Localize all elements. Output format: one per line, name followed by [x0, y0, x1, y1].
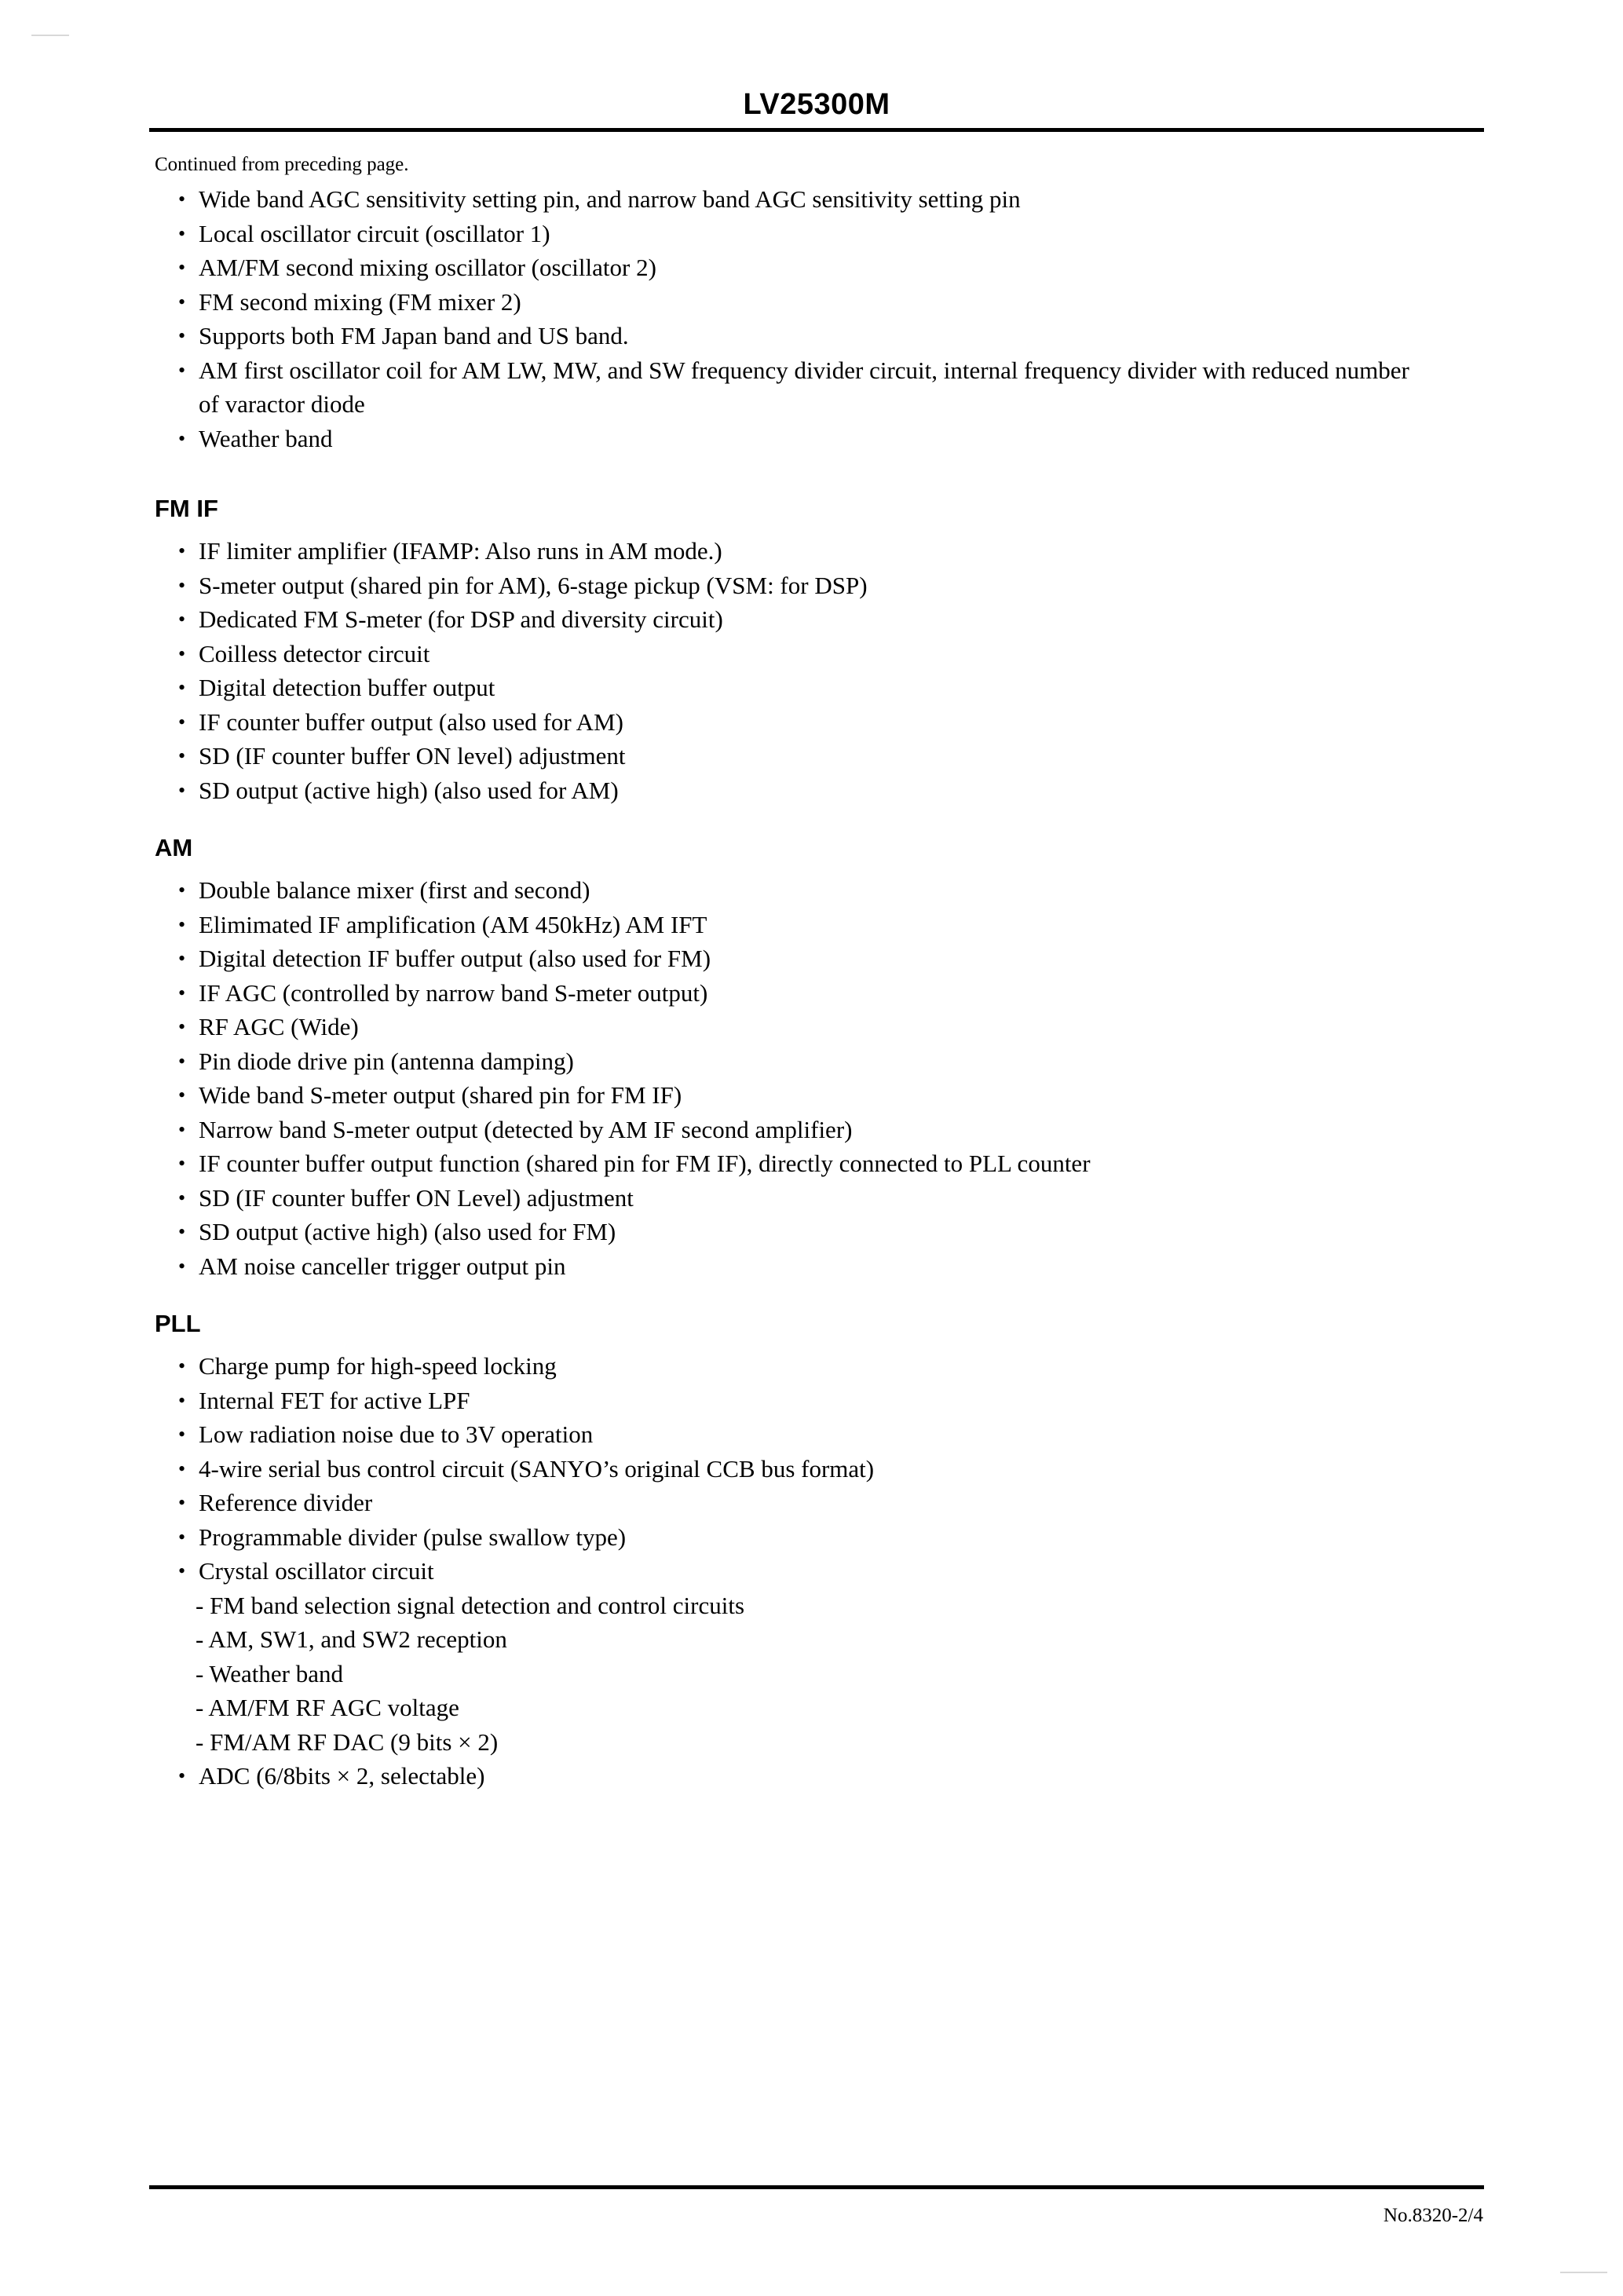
list-item: • Reference divider	[155, 1486, 1482, 1520]
list-item: • Elimimated IF amplification (AM 450kHz) AM IFT	[155, 908, 1482, 942]
list-item: • Low radiation noise due to 3V operation	[155, 1417, 1482, 1452]
list-item: • Wide band S-meter output (shared pin for FM IF)	[155, 1078, 1482, 1113]
list-item: • IF AGC (controlled by narrow band S-meter output)	[155, 976, 1482, 1011]
bullet-icon: •	[178, 426, 186, 450]
bullet-icon: •	[178, 1186, 186, 1209]
list-item: • Charge pump for high-speed locking	[155, 1349, 1482, 1384]
list-item: • S-meter output (shared pin for AM), 6-stage pickup (VSM: for DSP)	[155, 569, 1482, 603]
list-item: • Pin diode drive pin (antenna damping)	[155, 1044, 1482, 1079]
fm-if-list	[155, 534, 1482, 807]
list-item: • AM/FM second mixing oscillator (oscillator 2)	[155, 250, 1482, 285]
bullet-icon: •	[178, 947, 186, 970]
list-item: • Supports both FM Japan band and US band.	[155, 319, 1482, 353]
list-item: • Weather band	[155, 422, 1482, 456]
list-item: • Double balance mixer (first and second)	[155, 873, 1482, 908]
bullet-icon: •	[178, 710, 186, 733]
bullet-icon: •	[178, 608, 186, 631]
list-item: • AM first oscillator coil for AM LW, MW, and SW frequency divider circuit, internal frequency divider with reduced number of varactor diode	[155, 353, 1482, 422]
list-item: • Local oscillator circuit (oscillator 1)	[155, 217, 1482, 251]
bullet-icon: •	[178, 912, 186, 936]
list-item: • Narrow band S-meter output (detected by AM IF second amplifier)	[155, 1113, 1482, 1147]
bullet-icon: •	[178, 1152, 186, 1175]
bullet-icon: •	[178, 1457, 186, 1480]
scan-mark	[31, 35, 69, 36]
bullet-icon: •	[178, 1525, 186, 1548]
list-item: • Digital detection IF buffer output (also used for FM)	[155, 941, 1482, 976]
list-item: • SD (IF counter buffer ON Level) adjustment	[155, 1181, 1482, 1216]
list-item: • Internal FET for active LPF	[155, 1384, 1482, 1418]
bullet-icon: •	[178, 981, 186, 1004]
sub-list-item: - AM/FM RF AGC voltage	[196, 1694, 459, 1721]
list-item: • ADC (6/8bits × 2, selectable)	[155, 1759, 1482, 1793]
intro-list	[155, 182, 1482, 455]
bullet-icon: •	[178, 1559, 186, 1582]
list-item: • Wide band AGC sensitivity setting pin, and narrow band AGC sensitivity setting pin	[155, 182, 1482, 217]
list-item: • Digital detection buffer output	[155, 671, 1482, 705]
bullet-icon: •	[178, 573, 186, 597]
continued-note: Continued from preceding page.	[155, 154, 409, 175]
bullet-icon: •	[178, 642, 186, 665]
section-heading-pll: PLL	[155, 1310, 201, 1337]
bullet-icon: •	[178, 324, 186, 347]
bullet-icon: •	[178, 256, 186, 279]
bullet-icon: •	[178, 1491, 186, 1514]
bullet-icon: •	[178, 1084, 186, 1106]
page-title: LV25300M	[743, 88, 890, 121]
bullet-icon: •	[178, 1049, 186, 1073]
document-body	[155, 182, 1482, 1793]
bullet-icon: •	[178, 539, 186, 562]
list-item: • Programmable divider (pulse swallow type)	[155, 1520, 1482, 1555]
list-item: • Coilless detector circuit	[155, 637, 1482, 671]
list-item: • SD output (active high) (also used for AM)	[155, 773, 1482, 808]
list-item: • FM second mixing (FM mixer 2)	[155, 285, 1482, 320]
page-number: No.8320-2/4	[1383, 2205, 1483, 2226]
sub-list-item: - Weather band	[196, 1659, 344, 1687]
list-item: • RF AGC (Wide)	[155, 1010, 1482, 1044]
list-item: • Crystal oscillator circuit	[155, 1554, 1482, 1589]
bullet-icon: •	[178, 1220, 186, 1243]
bullet-icon: •	[178, 1254, 186, 1278]
header-rule	[149, 128, 1484, 132]
pll-list	[155, 1349, 1482, 1793]
bullet-icon: •	[178, 1388, 186, 1412]
section-heading-am: AM	[155, 834, 193, 861]
sub-list-item: - FM/AM RF DAC (9 bits × 2)	[196, 1727, 499, 1756]
list-item: • IF limiter amplifier (IFAMP: Also runs in AM mode.)	[155, 534, 1482, 569]
footer-rule	[149, 2185, 1484, 2189]
bullet-icon: •	[178, 1423, 186, 1446]
section-heading-fm-if: FM IF	[155, 495, 218, 522]
bullet-icon: •	[178, 778, 186, 802]
bullet-icon: •	[178, 879, 186, 901]
bullet-icon: •	[178, 1355, 186, 1377]
scan-mark	[1560, 2272, 1607, 2273]
list-item: • Dedicated FM S-meter (for DSP and diversity circuit)	[155, 602, 1482, 637]
sub-list-item: - AM, SW1, and SW2 reception	[196, 1625, 507, 1653]
am-list	[155, 873, 1482, 1283]
bullet-icon: •	[178, 1117, 186, 1141]
sub-list-item: - FM band selection signal detection and control circuits	[196, 1591, 745, 1619]
bullet-icon: •	[178, 188, 186, 210]
bullet-icon: •	[178, 358, 186, 382]
list-item: • IF counter buffer output (also used for AM)	[155, 705, 1482, 740]
list-item: • SD output (active high) (also used for FM)	[155, 1215, 1482, 1249]
list-item: • 4-wire serial bus control circuit (SANYO’s original CCB bus format)	[155, 1452, 1482, 1486]
bullet-icon: •	[178, 221, 186, 245]
bullet-icon: •	[178, 744, 186, 767]
list-item: • IF counter buffer output function (shared pin for FM IF), directly connected to PLL counter	[155, 1146, 1482, 1181]
list-item: • SD (IF counter buffer ON level) adjustment	[155, 739, 1482, 773]
bullet-icon: •	[178, 1015, 186, 1038]
bullet-icon: •	[178, 290, 186, 313]
list-item: • AM noise canceller trigger output pin	[155, 1249, 1482, 1284]
bullet-icon: •	[178, 676, 186, 699]
bullet-icon: •	[178, 1764, 186, 1787]
